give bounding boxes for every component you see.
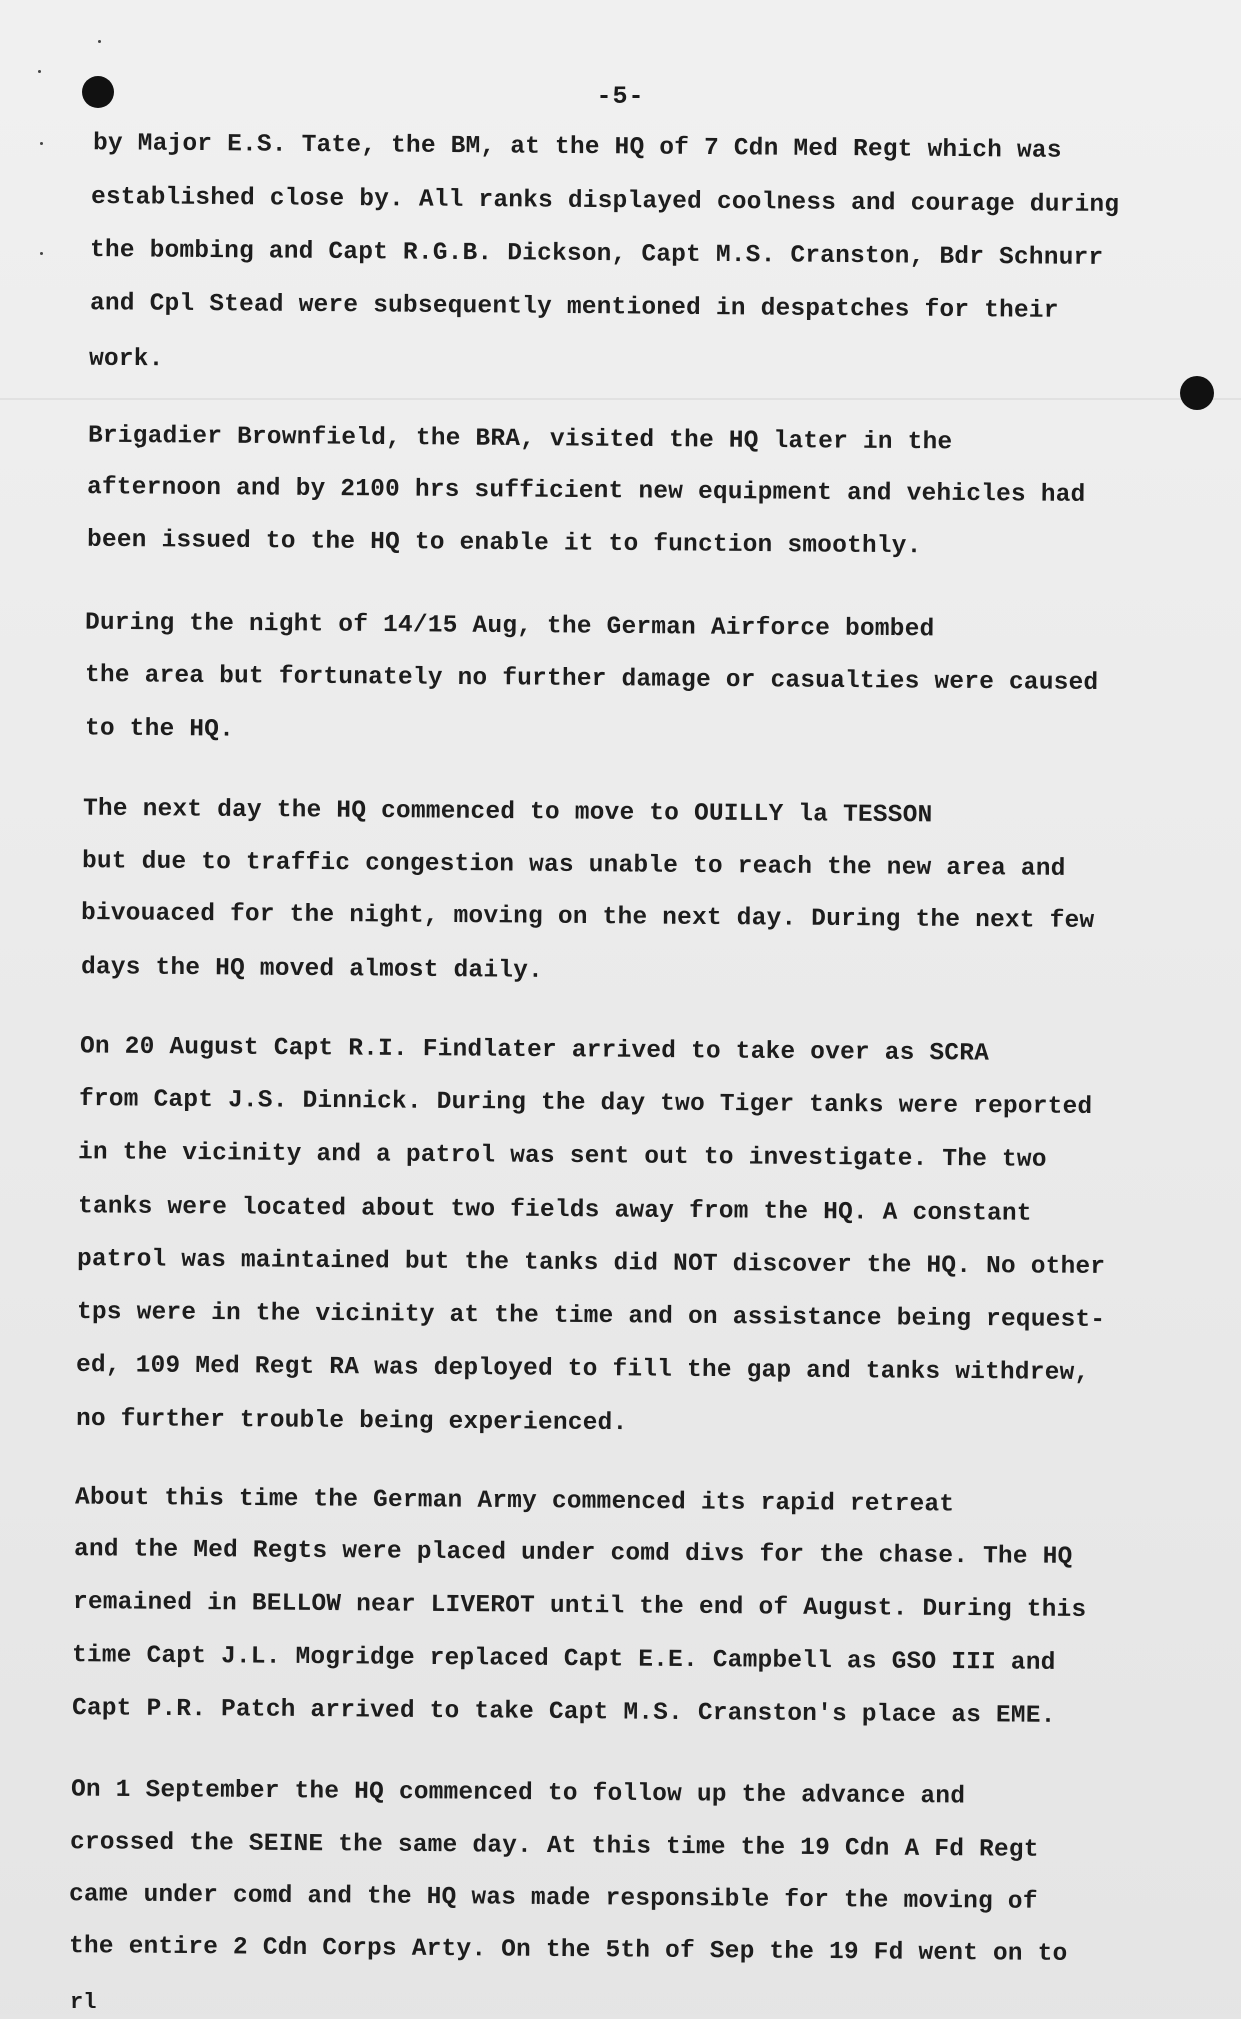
paper-speck (38, 70, 41, 73)
text-line: the bombing and Capt R.G.B. Dickson, Capt M.S. Cranston, Bdr Schnurr (89, 237, 1104, 272)
text-line: The next day the HQ commenced to move to OUILLY la TESSON (82, 795, 933, 830)
text-line: crossed the SEINE the same day. At this time the 19 Cdn A Fd Regt (69, 1829, 1039, 1864)
text-line: During the night of 14/15 Aug, the German Airforce bombed (84, 609, 935, 644)
text-line: but due to traffic congestion was unable to reach the new area and (81, 848, 1066, 883)
text-line: On 1 September the HQ commenced to follow up the advance and (70, 1776, 966, 1811)
text-line: Brigadier Brownfield, the BRA, visited the HQ later in the (87, 422, 953, 457)
text-line: days the HQ moved almost daily. (80, 954, 544, 985)
text-line: been issued to the HQ to enable it to function smoothly. (86, 526, 922, 561)
text-line: to the HQ. (84, 715, 235, 744)
text-line: and the Med Regts were placed under comd divs for the chase. The HQ (73, 1536, 1073, 1571)
text-line: ed, 109 Med Regt RA was deployed to fill the gap and tanks withdrew, (75, 1352, 1090, 1387)
text-line: in the vicinity and a patrol was sent out to investigate. The two (77, 1139, 1047, 1174)
text-line: the area but fortunately no further damage or casualties were caused (84, 662, 1099, 697)
text-line: On 20 August Capt R.I. Findlater arrived to take over as SCRA (79, 1033, 990, 1068)
paper-speck (40, 142, 43, 145)
punch-hole-right (1180, 376, 1214, 410)
text-line: and Cpl Stead were subsequently mentioned in despatches for their (89, 290, 1059, 325)
paper-fold (0, 398, 1241, 400)
text-line: remained in BELLOW near LIVEROT until the end of August. During this (72, 1589, 1087, 1624)
text-line: work. (88, 345, 164, 374)
text-line: from Capt J.S. Dinnick. During the day two Tiger tanks were reported (78, 1086, 1093, 1121)
text-line: afternoon and by 2100 hrs sufficient new equipment and vehicles had (86, 474, 1086, 509)
text-line: established close by. All ranks displayed coolness and courage during (90, 183, 1120, 220)
text-line: bivouaced for the night, moving on the next day. During the next few (80, 900, 1095, 935)
text-line: time Capt J.L. Mogridge replaced Capt E.E. Campbell as GSO III and (71, 1642, 1056, 1677)
text-line: patrol was maintained but the tanks did NOT discover the HQ. No other (76, 1245, 1106, 1282)
text-line: Capt P.R. Patch arrived to take Capt M.S. Cranston's place as EME. (71, 1695, 1056, 1730)
text-line: the entire 2 Cdn Corps Arty. On the 5th of Sep the 19 Fd went on to (68, 1933, 1068, 1968)
text-line: by Major E.S. Tate, the BM, at the HQ of 7 Cdn Med Regt which was (92, 130, 1062, 165)
text-line: tanks were located about two fields away from the HQ. A constant (77, 1193, 1032, 1228)
paper-speck (98, 40, 101, 43)
footer-initials: rl (70, 1990, 97, 2015)
page-number: -5- (596, 82, 645, 111)
text-line: came under comd and the HQ was made responsible for the moving of (68, 1881, 1038, 1916)
text-line: tps were in the vicinity at the time and on assistance being request- (76, 1298, 1106, 1335)
paper-speck (40, 252, 43, 255)
text-line: no further trouble being experienced. (75, 1405, 628, 1438)
text-line: About this time the German Army commenced its rapid retreat (74, 1484, 955, 1519)
